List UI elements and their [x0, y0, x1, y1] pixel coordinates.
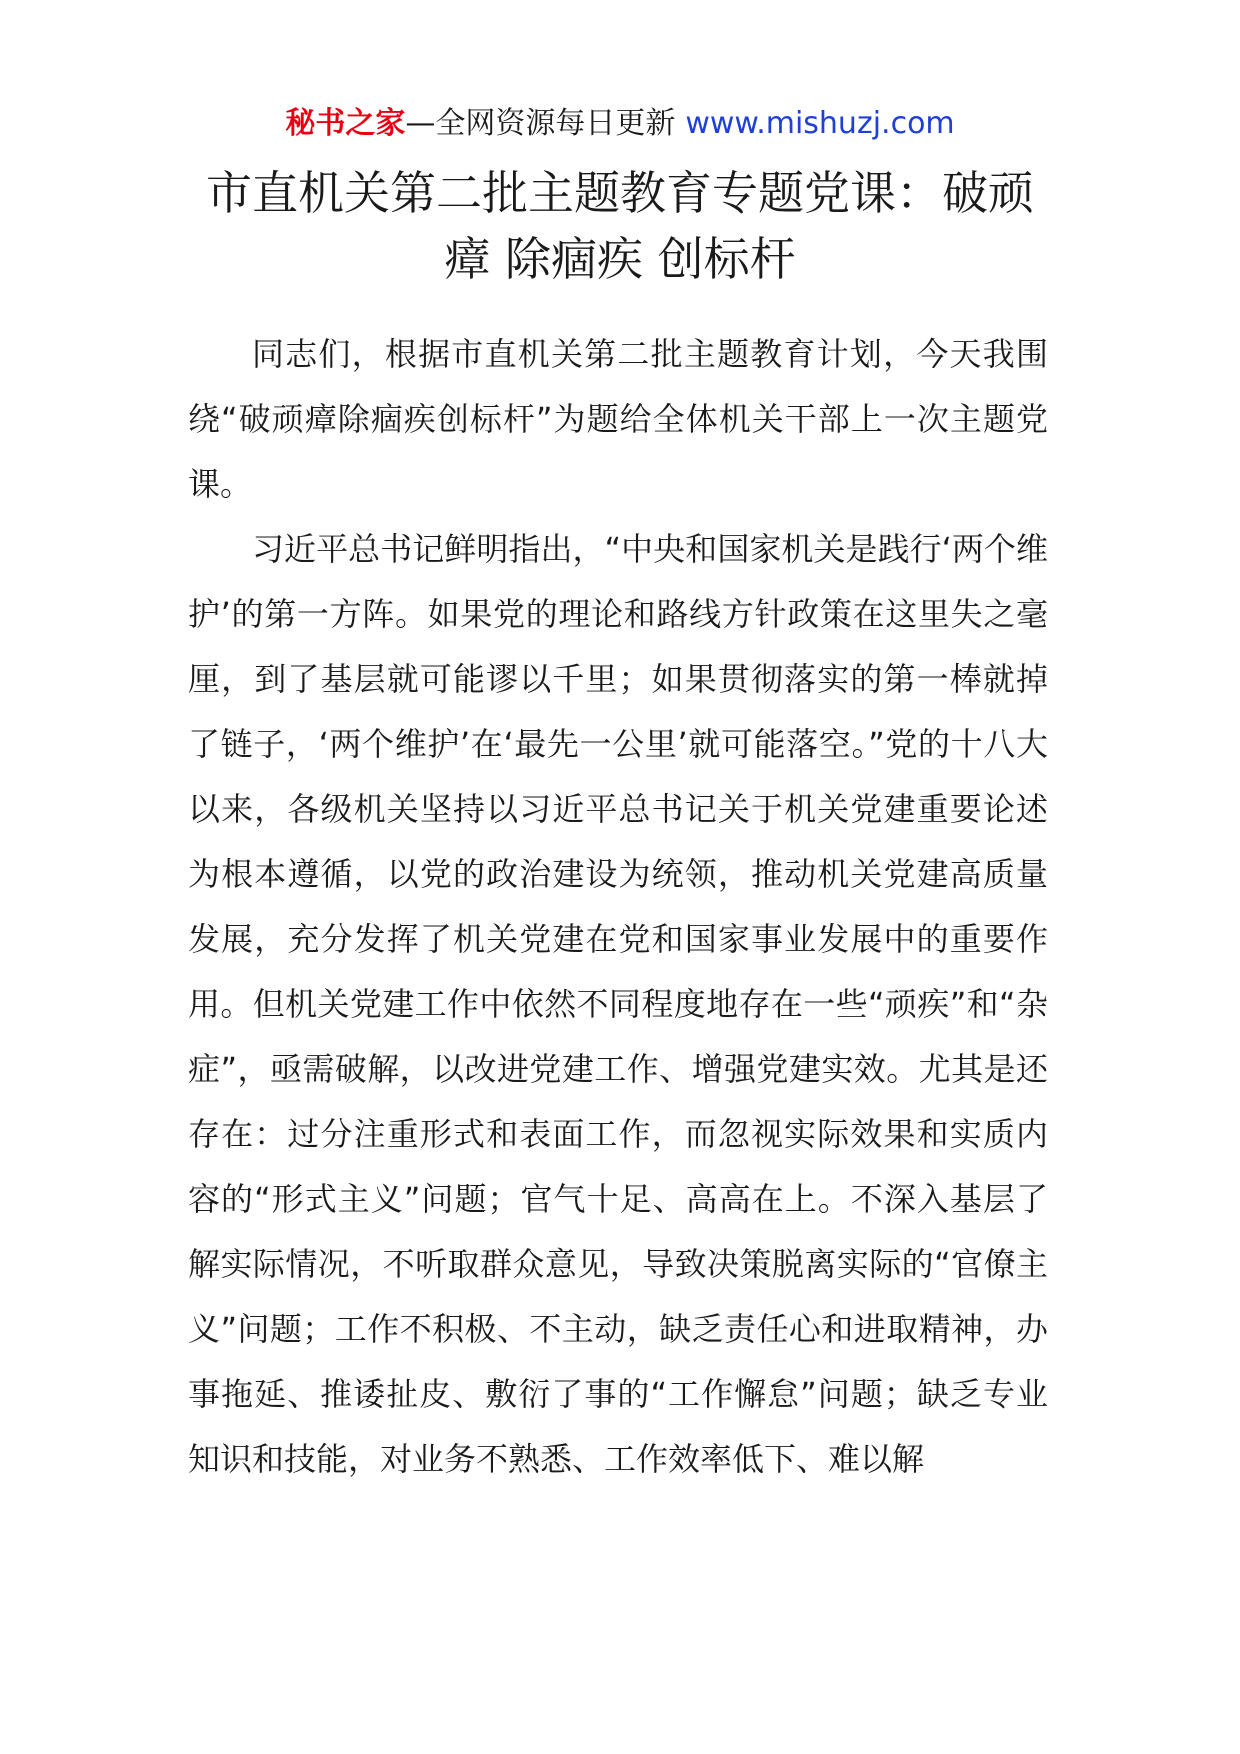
title-line-1: 市直机关第二批主题教育专题党课：破顽	[206, 166, 1034, 220]
banner-tagline: —全网资源每日更新	[405, 106, 676, 141]
paragraph-1: 同志们，根据市直机关第二批主题教育计划，今天我围绕“破顽瘴除痼疾创标杆”为题给全体机关干部上一次主题党课。	[188, 335, 1048, 503]
title-line-2: 瘴 除痼疾 创标杆	[444, 232, 796, 286]
document-body	[188, 322, 1048, 1492]
document-title	[190, 160, 1050, 292]
site-banner	[0, 104, 1240, 144]
site-url[interactable]: www.mishuzj.com	[685, 106, 955, 141]
brand-name: 秘书之家	[285, 106, 406, 141]
paragraph-2: 习近平总书记鲜明指出，“中央和国家机关是践行‘两个维护’的第一方阵。如果党的理论和路线方针政策在这里失之毫厘，到了基层就可能谬以千里；如果贯彻落实的第一棒就掉了链子，‘两个维护’在‘最先一公里’就可能落空。”党的十八大以来，各级机关坚持以习近平总书记关于机关党建重要论述为根本遵循，以党的政治建设为统领，推动机关党建高质量发展，充分发挥了机关党建在党和国家事业发展中的重要作用。但机关党建工作中依然不同程度地存在一些“顽疾”和“杂症”，亟需破解，以改进党建工作、增强党建实效。尤其是还存在：过分注重形式和表面工作，而忽视实际效果和实质内容的“形式主义”问题；官气十足、高高在上。不深入基层了解实际情况，不听取群众意见，导致决策脱离实际的“官僚主义”问题；工作不积极、不主动，缺乏责任心和进取精神，办事拖延、推诿扯皮、敷衍了事的“工作懈怠”问题；缺乏专业知识和技能，对业务不熟悉、工作效率低下、难以解	[188, 530, 1048, 1478]
